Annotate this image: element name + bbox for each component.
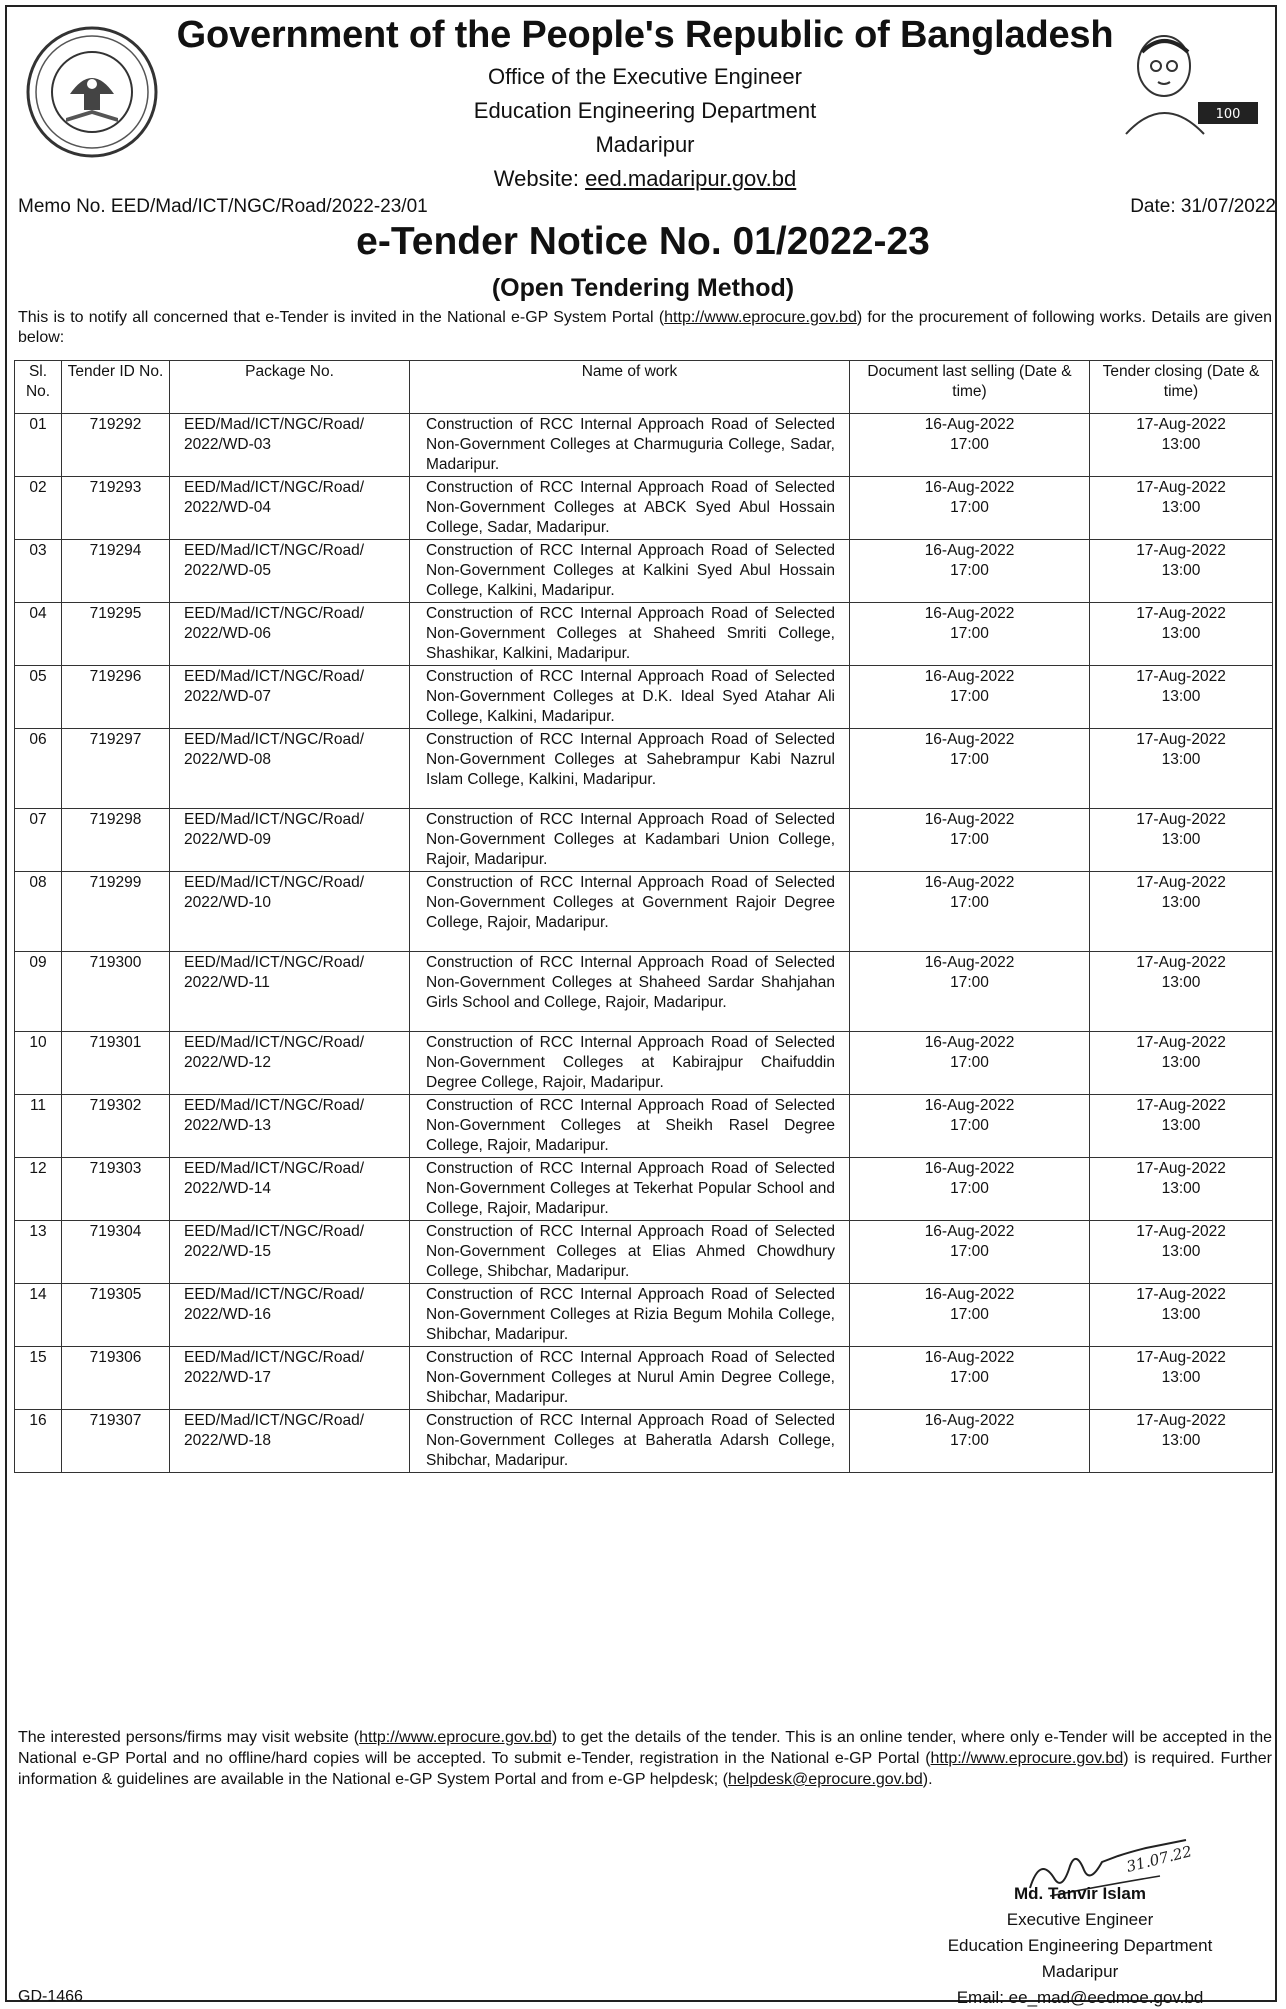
cell-doc-selling-text: 16-Aug-2022 (924, 811, 1015, 828)
cell-sl (15, 666, 62, 729)
cell-tender-id (62, 872, 170, 952)
cell-work-text: Construction of RCC Internal Approach Road of Selected Non-Government Colleges at Baheratla Adarsh College, Shibchar, Madaripur. (426, 1412, 835, 1469)
cell-tender-closing-text: 17-Aug-2022 (1136, 1097, 1226, 1114)
cell-tender-closing (1090, 1347, 1273, 1410)
cell-package-text: EED/Mad/ICT/NGC/Road/ 2022/WD-14 (184, 1160, 365, 1197)
department-name: Education Engineering Department (473, 98, 817, 123)
cell-sl (15, 1158, 62, 1221)
cell-doc-selling (850, 1221, 1090, 1284)
header-package: Package No. (170, 361, 410, 414)
table-row (15, 540, 1273, 603)
cell-work (410, 952, 850, 1032)
cell-package (170, 729, 410, 809)
cell-doc-selling-text: 17:00 (950, 751, 989, 768)
cell-doc-selling-text: 17:00 (950, 1243, 989, 1260)
cell-work-text: Construction of RCC Internal Approach Road of Selected Non-Government Colleges at Charmuguria College, Sadar, Madaripur. (426, 416, 835, 473)
signatory-designation: Executive Engineer (1006, 1910, 1154, 1929)
cell-tender-closing (1090, 809, 1273, 872)
cell-sl-text: 01 (29, 416, 47, 433)
cell-package-text: EED/Mad/ICT/NGC/Road/ 2022/WD-08 (184, 731, 365, 768)
cell-tender-closing (1090, 952, 1273, 1032)
cell-package (170, 1347, 410, 1410)
eprocure-link[interactable]: http://www.eprocure.gov.bd (664, 309, 857, 326)
signatory-location: Madaripur (1041, 1962, 1119, 1981)
footer-text: ) is required. Further information & guidelines are available in the National e-GP System Portal and from e-GP helpdesk; ( (18, 1750, 1273, 1788)
cell-tender-closing-text: 13:00 (1161, 1369, 1201, 1386)
website-label: Website: (493, 166, 586, 191)
memo-number: Memo No. EED/Mad/ICT/NGC/Road/2022-23/01 (18, 196, 428, 217)
intro-text-end: ) for the procurement of following works. Details are given below: (18, 309, 1272, 346)
cell-tender-closing-text: 13:00 (1161, 625, 1201, 642)
table-row (15, 1410, 1273, 1473)
cell-work-text: Construction of RCC Internal Approach Road of Selected Non-Government Colleges at Kabirajpur Chaifuddin Degree College, Rajoir, Madaripur. (426, 1034, 835, 1091)
cell-tender-id (62, 1032, 170, 1095)
cell-doc-selling-text: 17:00 (950, 1117, 989, 1134)
cell-tender-id (62, 603, 170, 666)
cell-tender-id-text: 719296 (89, 668, 142, 685)
cell-doc-selling-text: 17:00 (950, 688, 989, 705)
cell-work-text: Construction of RCC Internal Approach Road of Selected Non-Government Colleges at Rizia Begum Mohila College, Shibchar, Madaripur. (426, 1286, 835, 1343)
cell-sl-text: 02 (29, 479, 47, 496)
cell-work (410, 1410, 850, 1473)
cell-package-text: EED/Mad/ICT/NGC/Road/ 2022/WD-06 (184, 605, 365, 642)
cell-doc-selling-text: 16-Aug-2022 (924, 668, 1015, 685)
cell-doc-selling-text: 17:00 (950, 1180, 989, 1197)
cell-doc-selling (850, 872, 1090, 952)
cell-doc-selling (850, 666, 1090, 729)
header-tender-id: Tender ID No. (62, 361, 170, 414)
cell-sl (15, 477, 62, 540)
cell-tender-id (62, 477, 170, 540)
cell-doc-selling (850, 1347, 1090, 1410)
government-title: Government of the People's Republic of Bangladesh (176, 14, 1114, 56)
cell-tender-closing-text: 17-Aug-2022 (1136, 1412, 1226, 1429)
cell-work-text: Construction of RCC Internal Approach Road of Selected Non-Government Colleges at Nurul Amin Degree College, Shibchar, Madaripur. (426, 1349, 835, 1406)
cell-package-text: EED/Mad/ICT/NGC/Road/ 2022/WD-17 (184, 1349, 365, 1386)
table-row (15, 666, 1273, 729)
cell-tender-closing-text: 17-Aug-2022 (1136, 811, 1226, 828)
header-work: Name of work (410, 361, 850, 414)
cell-doc-selling-text: 16-Aug-2022 (924, 1286, 1015, 1303)
cell-sl (15, 1221, 62, 1284)
cell-tender-closing-text: 13:00 (1161, 499, 1201, 516)
cell-work-text: Construction of RCC Internal Approach Road of Selected Non-Government Colleges at D.K. Ideal Syed Atahar Ali College, Kalkini, Madaripur. (426, 668, 835, 725)
signatory-name: Md. Tanvir Islam (1014, 1884, 1146, 1903)
cell-work (410, 809, 850, 872)
cell-work-text: Construction of RCC Internal Approach Road of Selected Non-Government Colleges at Kalkini Syed Abul Hossain College, Kalkini, Madaripur. (426, 542, 835, 599)
cell-sl-text: 07 (29, 811, 47, 828)
svg-text:100: 100 (1215, 107, 1241, 122)
cell-tender-id-text: 719303 (89, 1160, 142, 1177)
cell-tender-closing (1090, 477, 1273, 540)
cell-sl (15, 952, 62, 1032)
cell-package (170, 1032, 410, 1095)
reference-number: GD-1466 (18, 1988, 83, 2005)
cell-doc-selling-text: 16-Aug-2022 (924, 1223, 1015, 1240)
cell-package (170, 1221, 410, 1284)
cell-work (410, 540, 850, 603)
cell-sl-text: 03 (29, 542, 47, 559)
cell-doc-selling-text: 17:00 (950, 1432, 989, 1449)
cell-tender-closing-text: 13:00 (1161, 688, 1201, 705)
cell-tender-id-text: 719306 (89, 1349, 142, 1366)
eprocure-link[interactable]: http://www.eprocure.gov.bd (359, 1729, 552, 1746)
table-row (15, 603, 1273, 666)
cell-doc-selling-text: 16-Aug-2022 (924, 416, 1015, 433)
cell-sl (15, 603, 62, 666)
website-line (150, 166, 1140, 192)
cell-doc-selling-text: 17:00 (950, 974, 989, 991)
cell-sl (15, 729, 62, 809)
cell-sl (15, 1410, 62, 1473)
cell-tender-closing (1090, 1032, 1273, 1095)
cell-doc-selling (850, 1032, 1090, 1095)
cell-work-text: Construction of RCC Internal Approach Road of Selected Non-Government Colleges at Tekerhat Popular School and College, Rajoir, Madaripur. (426, 1160, 835, 1217)
cell-work (410, 872, 850, 952)
cell-tender-closing-text: 17-Aug-2022 (1136, 874, 1226, 891)
cell-tender-closing-text: 17-Aug-2022 (1136, 1286, 1226, 1303)
cell-tender-closing (1090, 1095, 1273, 1158)
cell-package-text: EED/Mad/ICT/NGC/Road/ 2022/WD-18 (184, 1412, 365, 1449)
cell-work (410, 729, 850, 809)
cell-sl-text: 06 (29, 731, 47, 748)
table-row (15, 952, 1273, 1032)
footer-text: ). (922, 1771, 933, 1788)
cell-tender-id (62, 1221, 170, 1284)
cell-tender-id (62, 729, 170, 809)
cell-package (170, 414, 410, 477)
cell-sl-text: 09 (29, 954, 47, 971)
cell-doc-selling-text: 16-Aug-2022 (924, 731, 1015, 748)
table-row (15, 1221, 1273, 1284)
cell-tender-closing-text: 17-Aug-2022 (1136, 668, 1226, 685)
cell-package-text: EED/Mad/ICT/NGC/Road/ 2022/WD-07 (184, 668, 365, 705)
eprocure-link[interactable]: http://www.eprocure.gov.bd (930, 1750, 1124, 1767)
cell-tender-closing (1090, 1158, 1273, 1221)
cell-tender-closing-text: 13:00 (1161, 1306, 1201, 1323)
cell-tender-closing-text: 17-Aug-2022 (1136, 1349, 1226, 1366)
cell-package (170, 872, 410, 952)
cell-tender-closing-text: 13:00 (1161, 1432, 1201, 1449)
cell-tender-id-text: 719305 (89, 1286, 142, 1303)
cell-tender-closing-text: 17-Aug-2022 (1136, 479, 1226, 496)
cell-tender-id (62, 414, 170, 477)
table-row (15, 809, 1273, 872)
cell-sl (15, 809, 62, 872)
cell-package (170, 603, 410, 666)
header-doc-selling: Document last selling (Date & time) (850, 361, 1090, 414)
cell-sl-text: 15 (29, 1349, 47, 1366)
cell-tender-id (62, 809, 170, 872)
table-row (15, 729, 1273, 809)
cell-package-text: EED/Mad/ICT/NGC/Road/ 2022/WD-05 (184, 542, 365, 579)
header-tender-closing: Tender closing (Date & time) (1090, 361, 1273, 414)
table-row (15, 1284, 1273, 1347)
table-row (15, 477, 1273, 540)
cell-doc-selling (850, 952, 1090, 1032)
cell-tender-id (62, 1410, 170, 1473)
cell-doc-selling (850, 1410, 1090, 1473)
cell-sl-text: 10 (29, 1034, 47, 1051)
cell-tender-id-text: 719299 (89, 874, 142, 891)
cell-sl-text: 05 (29, 668, 47, 685)
cell-package (170, 477, 410, 540)
helpdesk-email-link[interactable]: helpdesk@eprocure.gov.bd (728, 1771, 923, 1788)
cell-tender-closing-text: 13:00 (1161, 894, 1201, 911)
cell-sl (15, 1284, 62, 1347)
signatory-department: Education Engineering Department (947, 1936, 1213, 1955)
cell-sl (15, 1347, 62, 1410)
cell-tender-id-text: 719307 (89, 1412, 142, 1429)
cell-tender-id-text: 719302 (89, 1097, 142, 1114)
cell-package-text: EED/Mad/ICT/NGC/Road/ 2022/WD-09 (184, 811, 365, 848)
cell-sl-text: 14 (29, 1286, 47, 1303)
cell-package (170, 809, 410, 872)
cell-doc-selling-text: 17:00 (950, 894, 989, 911)
cell-tender-closing (1090, 540, 1273, 603)
cell-tender-closing-text: 17-Aug-2022 (1136, 1160, 1226, 1177)
cell-work (410, 666, 850, 729)
cell-tender-closing (1090, 729, 1273, 809)
cell-work (410, 1221, 850, 1284)
cell-doc-selling-text: 17:00 (950, 625, 989, 642)
cell-tender-closing-text: 17-Aug-2022 (1136, 1034, 1226, 1051)
cell-tender-closing-text: 17-Aug-2022 (1136, 542, 1226, 559)
cell-work (410, 1032, 850, 1095)
cell-package (170, 952, 410, 1032)
cell-doc-selling-text: 16-Aug-2022 (924, 954, 1015, 971)
cell-doc-selling-text: 16-Aug-2022 (924, 1160, 1015, 1177)
cell-package-text: EED/Mad/ICT/NGC/Road/ 2022/WD-15 (184, 1223, 365, 1260)
cell-doc-selling-text: 17:00 (950, 1054, 989, 1071)
cell-tender-id (62, 1347, 170, 1410)
cell-doc-selling (850, 603, 1090, 666)
cell-tender-closing-text: 13:00 (1161, 831, 1201, 848)
cell-tender-id-text: 719295 (89, 605, 142, 622)
cell-work (410, 603, 850, 666)
cell-sl-text: 11 (29, 1097, 47, 1114)
cell-tender-closing-text: 17-Aug-2022 (1136, 416, 1226, 433)
cell-doc-selling (850, 1284, 1090, 1347)
signatory-email[interactable]: Email: ee_mad@eedmoe.gov.bd (956, 1988, 1204, 2007)
cell-doc-selling-text: 16-Aug-2022 (924, 874, 1015, 891)
cell-tender-closing (1090, 872, 1273, 952)
table-row (15, 1347, 1273, 1410)
cell-package (170, 1410, 410, 1473)
cell-tender-id (62, 1095, 170, 1158)
cell-package (170, 1284, 410, 1347)
cell-work (410, 1095, 850, 1158)
cell-tender-id-text: 719300 (89, 954, 142, 971)
cell-doc-selling-text: 17:00 (950, 562, 989, 579)
cell-work-text: Construction of RCC Internal Approach Road of Selected Non-Government Colleges at Sahebrampur Kabi Nazrul Islam College, Kalkini, Madaripur. (426, 731, 835, 788)
cell-tender-closing-text: 17-Aug-2022 (1136, 954, 1226, 971)
cell-sl (15, 414, 62, 477)
footer-paragraph (18, 1727, 1272, 1790)
cell-tender-id (62, 952, 170, 1032)
cell-package-text: EED/Mad/ICT/NGC/Road/ 2022/WD-04 (184, 479, 365, 516)
cell-doc-selling-text: 17:00 (950, 436, 989, 453)
cell-tender-closing (1090, 1221, 1273, 1284)
cell-tender-id-text: 719298 (89, 811, 142, 828)
cell-tender-id-text: 719304 (89, 1223, 142, 1240)
table-row (15, 1158, 1273, 1221)
cell-doc-selling-text: 17:00 (950, 1306, 989, 1323)
cell-tender-id-text: 719293 (89, 479, 142, 496)
intro-paragraph (18, 308, 1272, 348)
cell-tender-closing-text: 13:00 (1161, 974, 1201, 991)
cell-work-text: Construction of RCC Internal Approach Road of Selected Non-Government Colleges at Sheikh Rasel Degree College, Rajoir, Madaripur. (426, 1097, 835, 1154)
tendering-method: (Open Tendering Method) (491, 274, 795, 302)
notice-date: Date: 31/07/2022 (1130, 196, 1276, 217)
cell-tender-id (62, 540, 170, 603)
cell-tender-id (62, 1284, 170, 1347)
cell-doc-selling-text: 17:00 (950, 499, 989, 516)
cell-doc-selling-text: 16-Aug-2022 (924, 1034, 1015, 1051)
cell-doc-selling-text: 16-Aug-2022 (924, 1412, 1015, 1429)
cell-tender-closing-text: 13:00 (1161, 751, 1201, 768)
cell-sl-text: 08 (29, 874, 47, 891)
cell-doc-selling-text: 17:00 (950, 1369, 989, 1386)
cell-package-text: EED/Mad/ICT/NGC/Road/ 2022/WD-12 (184, 1034, 365, 1071)
cell-tender-closing (1090, 1284, 1273, 1347)
cell-tender-closing (1090, 603, 1273, 666)
cell-work-text: Construction of RCC Internal Approach Road of Selected Non-Government Colleges at Elias Ahmed Chowdhury College, Shibchar, Madaripur. (426, 1223, 835, 1280)
department-emblem-icon (22, 22, 162, 162)
cell-tender-closing-text: 13:00 (1161, 1180, 1201, 1197)
cell-doc-selling-text: 16-Aug-2022 (924, 1097, 1015, 1114)
cell-sl-text: 16 (29, 1412, 47, 1429)
cell-tender-closing (1090, 1410, 1273, 1473)
cell-package (170, 1158, 410, 1221)
cell-work-text: Construction of RCC Internal Approach Road of Selected Non-Government Colleges at Government Rajoir Degree College, Rajoir, Madaripur. (426, 874, 835, 931)
cell-tender-closing (1090, 414, 1273, 477)
cell-tender-id-text: 719292 (89, 416, 142, 433)
cell-work (410, 1284, 850, 1347)
cell-tender-closing-text: 13:00 (1161, 1243, 1201, 1260)
cell-tender-closing-text: 13:00 (1161, 1117, 1201, 1134)
cell-doc-selling-text: 16-Aug-2022 (924, 542, 1015, 559)
footer-text: The interested persons/firms may visit website ( (18, 1729, 360, 1746)
cell-doc-selling-text: 16-Aug-2022 (924, 605, 1015, 622)
cell-work-text: Construction of RCC Internal Approach Road of Selected Non-Government Colleges at Kadambari Union College, Rajoir, Madaripur. (426, 811, 835, 868)
cell-tender-closing-text: 17-Aug-2022 (1136, 1223, 1226, 1240)
intro-text: This is to notify all concerned that e-Tender is invited in the National e-GP System Portal ( (18, 309, 665, 326)
website-link[interactable]: eed.madaripur.gov.bd (585, 166, 797, 191)
cell-work (410, 1158, 850, 1221)
cell-package-text: EED/Mad/ICT/NGC/Road/ 2022/WD-10 (184, 874, 365, 911)
cell-sl (15, 540, 62, 603)
cell-package-text: EED/Mad/ICT/NGC/Road/ 2022/WD-13 (184, 1097, 365, 1134)
cell-doc-selling (850, 414, 1090, 477)
cell-sl (15, 872, 62, 952)
cell-package (170, 540, 410, 603)
cell-sl-text: 04 (29, 605, 47, 622)
cell-tender-closing-text: 17-Aug-2022 (1136, 605, 1226, 622)
cell-sl (15, 1032, 62, 1095)
svg-text:31.07.22: 31.07.22 (1124, 1842, 1194, 1876)
cell-package-text: EED/Mad/ICT/NGC/Road/ 2022/WD-16 (184, 1286, 365, 1323)
table-row (15, 1095, 1273, 1158)
cell-package-text: EED/Mad/ICT/NGC/Road/ 2022/WD-11 (184, 954, 365, 991)
cell-tender-id (62, 1158, 170, 1221)
office-name: Office of the Executive Engineer (488, 64, 802, 89)
cell-tender-closing-text: 17-Aug-2022 (1136, 731, 1226, 748)
cell-doc-selling (850, 729, 1090, 809)
cell-work (410, 1347, 850, 1410)
cell-work-text: Construction of RCC Internal Approach Road of Selected Non-Government Colleges at Shaheed Smriti College, Shashikar, Kalkini, Madaripur. (426, 605, 835, 662)
tender-notice-title: e-Tender Notice No. 01/2022-23 (356, 220, 930, 263)
tender-table (14, 360, 1273, 1473)
cell-package-text: EED/Mad/ICT/NGC/Road/ 2022/WD-03 (184, 416, 365, 453)
cell-work (410, 414, 850, 477)
cell-work (410, 477, 850, 540)
cell-doc-selling-text: 17:00 (950, 831, 989, 848)
cell-tender-id (62, 666, 170, 729)
cell-tender-id-text: 719301 (89, 1034, 142, 1051)
cell-doc-selling (850, 477, 1090, 540)
cell-doc-selling (850, 540, 1090, 603)
cell-doc-selling-text: 16-Aug-2022 (924, 1349, 1015, 1366)
cell-doc-selling (850, 1095, 1090, 1158)
cell-doc-selling-text: 16-Aug-2022 (924, 479, 1015, 496)
cell-sl-text: 13 (29, 1223, 47, 1240)
cell-tender-id-text: 719297 (89, 731, 142, 748)
cell-tender-closing-text: 13:00 (1161, 436, 1201, 453)
cell-work-text: Construction of RCC Internal Approach Road of Selected Non-Government Colleges at Shaheed Sardar Shahjahan Girls School and College, Rajoir, Madaripur. (426, 954, 835, 1011)
cell-package (170, 1095, 410, 1158)
table-row (15, 872, 1273, 952)
office-location: Madaripur (595, 132, 695, 157)
cell-sl-text: 12 (29, 1160, 47, 1177)
table-row (15, 414, 1273, 477)
cell-tender-closing (1090, 666, 1273, 729)
cell-package (170, 666, 410, 729)
cell-tender-id-text: 719294 (89, 542, 142, 559)
cell-doc-selling (850, 809, 1090, 872)
cell-tender-closing-text: 13:00 (1161, 1054, 1201, 1071)
cell-tender-closing-text: 13:00 (1161, 562, 1201, 579)
table-header-row (15, 361, 1273, 414)
cell-doc-selling (850, 1158, 1090, 1221)
cell-sl (15, 1095, 62, 1158)
header-sl: Sl. No. (15, 361, 62, 414)
table-row (15, 1032, 1273, 1095)
cell-work-text: Construction of RCC Internal Approach Road of Selected Non-Government Colleges at ABCK Syed Abul Hossain College, Sadar, Madaripur. (426, 479, 835, 536)
footer-text: ) to get the details of the tender. This is an online tender, where only e-Tender will be accepted in the National e-GP Portal and no offline/hard copies will be accepted. To submit e-Tender, registration in the National e-GP Portal ( (18, 1729, 1272, 1767)
